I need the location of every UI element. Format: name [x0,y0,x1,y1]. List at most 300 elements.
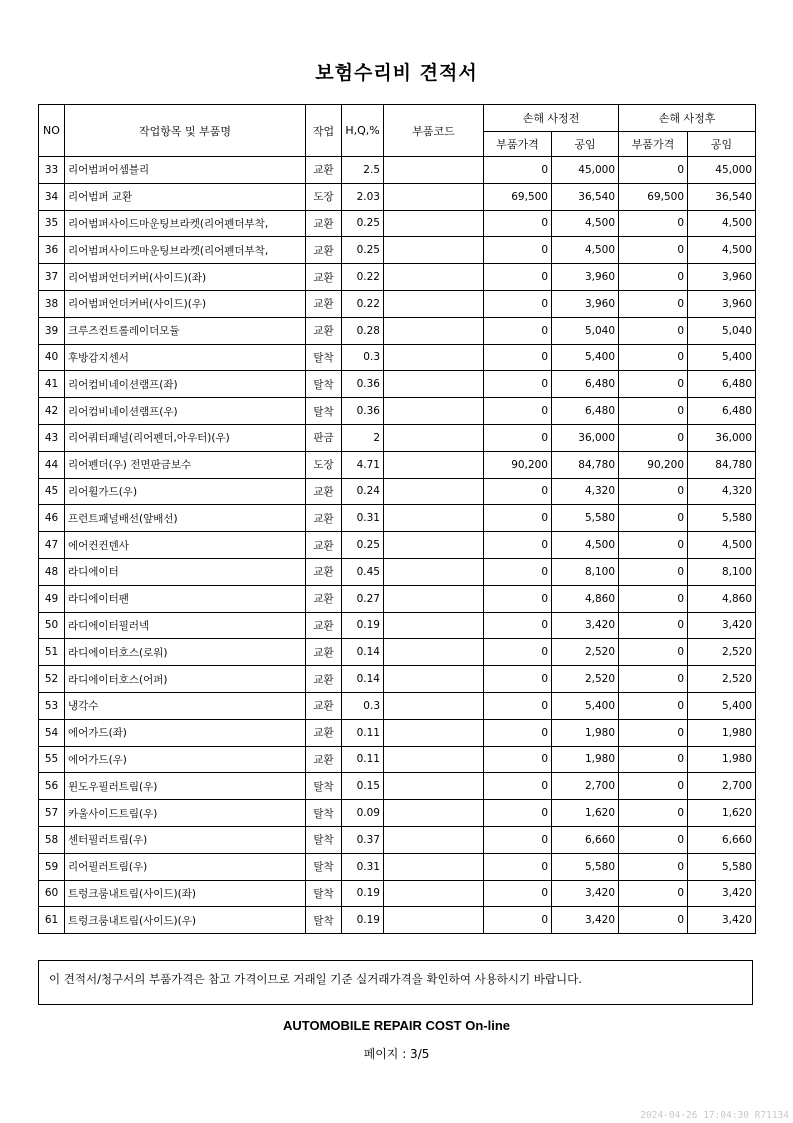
row-hq: 4.71 [342,451,384,478]
row-part-code [384,639,484,666]
row-before-part-price: 0 [484,237,552,264]
row-before-part-price: 0 [484,478,552,505]
row-before-labor: 3,960 [552,264,619,291]
row-no: 59 [39,853,65,880]
row-before-labor: 4,500 [552,532,619,559]
row-work-type: 교환 [306,558,342,585]
row-hq: 0.19 [342,880,384,907]
row-hq: 0.24 [342,478,384,505]
row-work-type: 탈착 [306,880,342,907]
row-part-code [384,505,484,532]
row-after-part-price: 0 [619,424,688,451]
row-after-labor: 3,960 [688,264,756,291]
row-before-part-price: 0 [484,505,552,532]
table-row [39,666,756,693]
row-after-part-price: 0 [619,880,688,907]
row-work-type: 교환 [306,290,342,317]
row-work-type: 교환 [306,639,342,666]
row-work-type: 교환 [306,478,342,505]
row-hq: 0.31 [342,505,384,532]
row-before-labor: 6,480 [552,371,619,398]
row-no: 51 [39,639,65,666]
table-row [39,451,756,478]
row-after-labor: 2,520 [688,666,756,693]
row-after-labor: 1,980 [688,746,756,773]
row-before-part-price: 0 [484,558,552,585]
row-after-labor: 3,420 [688,612,756,639]
row-part-code [384,424,484,451]
row-after-part-price: 0 [619,290,688,317]
row-work-type: 탈착 [306,398,342,425]
row-work-type: 교환 [306,237,342,264]
footer-title: AUTOMOBILE REPAIR COST On-line [282,1018,511,1033]
row-after-labor: 1,980 [688,719,756,746]
row-before-part-price: 0 [484,317,552,344]
row-part-code [384,880,484,907]
row-after-labor: 5,400 [688,692,756,719]
table-row [39,317,756,344]
row-work-type: 탈착 [306,773,342,800]
row-before-labor: 5,580 [552,853,619,880]
row-hq: 0.25 [342,237,384,264]
estimate-table [38,104,756,934]
table-row [39,424,756,451]
row-no: 58 [39,826,65,853]
row-item-name: 리어컴비네이션램프(좌) [65,371,306,398]
row-part-code [384,773,484,800]
row-no: 60 [39,880,65,907]
row-part-code [384,907,484,934]
row-hq: 0.3 [342,344,384,371]
row-part-code [384,183,484,210]
row-part-code [384,237,484,264]
table-row [39,237,756,264]
row-no: 38 [39,290,65,317]
table-row [39,585,756,612]
row-no: 52 [39,666,65,693]
row-no: 35 [39,210,65,237]
table-row [39,800,756,827]
row-before-part-price: 0 [484,157,552,184]
row-after-part-price: 0 [619,371,688,398]
row-after-part-price: 0 [619,907,688,934]
header-before-part-price: 부품가격 [484,132,552,157]
table-row [39,183,756,210]
row-item-name: 센터필러트림(우) [65,826,306,853]
row-item-name: 리어필러트림(우) [65,853,306,880]
row-after-labor: 5,580 [688,853,756,880]
row-before-part-price: 0 [484,880,552,907]
row-before-labor: 5,040 [552,317,619,344]
row-after-part-price: 90,200 [619,451,688,478]
row-after-part-price: 0 [619,773,688,800]
row-after-part-price: 0 [619,505,688,532]
header-after-assessment: 손해 사정후 [619,105,756,132]
table-row [39,210,756,237]
row-before-part-price: 0 [484,585,552,612]
row-hq: 0.11 [342,746,384,773]
row-work-type: 탈착 [306,371,342,398]
row-no: 49 [39,585,65,612]
row-work-type: 도장 [306,451,342,478]
row-part-code [384,800,484,827]
row-before-labor: 3,420 [552,907,619,934]
row-after-part-price: 0 [619,398,688,425]
table-row [39,773,756,800]
table-row [39,639,756,666]
row-item-name: 크루즈컨트롤레이더모듈 [65,317,306,344]
row-item-name: 리어범퍼언더커버(사이드)(우) [65,290,306,317]
row-no: 56 [39,773,65,800]
row-hq: 0.09 [342,800,384,827]
row-work-type: 교환 [306,585,342,612]
row-before-part-price: 0 [484,424,552,451]
row-part-code [384,290,484,317]
row-no: 43 [39,424,65,451]
table-row [39,398,756,425]
row-after-part-price: 0 [619,264,688,291]
row-part-code [384,826,484,853]
estimate-rows [39,157,756,934]
row-before-labor: 3,420 [552,880,619,907]
row-after-part-price: 0 [619,826,688,853]
row-item-name: 에어가드(좌) [65,719,306,746]
row-hq: 0.11 [342,719,384,746]
row-hq: 0.25 [342,532,384,559]
row-no: 40 [39,344,65,371]
row-after-part-price: 69,500 [619,183,688,210]
row-part-code [384,746,484,773]
row-after-labor: 3,420 [688,907,756,934]
row-before-part-price: 0 [484,532,552,559]
row-part-code [384,532,484,559]
row-after-labor: 45,000 [688,157,756,184]
row-no: 45 [39,478,65,505]
row-before-part-price: 0 [484,800,552,827]
row-item-name: 리어휠가드(우) [65,478,306,505]
row-work-type: 탈착 [306,344,342,371]
row-item-name: 에어컨컨덴사 [65,532,306,559]
row-before-part-price: 0 [484,371,552,398]
header-after-labor: 공임 [688,132,756,157]
row-after-part-price: 0 [619,478,688,505]
row-work-type: 교환 [306,692,342,719]
row-item-name: 라디에이터 [65,558,306,585]
row-after-labor: 6,480 [688,371,756,398]
row-hq: 0.36 [342,371,384,398]
row-no: 36 [39,237,65,264]
row-item-name: 트렁크룸내트림(사이드)(좌) [65,880,306,907]
row-part-code [384,612,484,639]
row-after-part-price: 0 [619,853,688,880]
row-before-part-price: 0 [484,398,552,425]
table-row [39,719,756,746]
row-after-labor: 84,780 [688,451,756,478]
row-part-code [384,210,484,237]
row-before-labor: 3,960 [552,290,619,317]
row-work-type: 탈착 [306,826,342,853]
row-after-part-price: 0 [619,558,688,585]
row-after-labor: 4,500 [688,532,756,559]
row-item-name: 리어쿼터패널(리어펜더,아우터)(우) [65,424,306,451]
print-timestamp: 2024-04-26 17:04:30 R71134 [640,1110,789,1121]
header-item: 작업항목 및 부품명 [65,105,306,157]
table-row [39,532,756,559]
row-part-code [384,666,484,693]
table-row [39,344,756,371]
row-after-part-price: 0 [619,719,688,746]
row-after-part-price: 0 [619,157,688,184]
row-hq: 0.28 [342,317,384,344]
row-hq: 0.14 [342,666,384,693]
row-part-code [384,398,484,425]
row-after-labor: 36,540 [688,183,756,210]
header-before-labor: 공임 [552,132,619,157]
row-part-code [384,692,484,719]
row-before-labor: 5,580 [552,505,619,532]
row-after-part-price: 0 [619,532,688,559]
row-before-labor: 1,980 [552,746,619,773]
row-before-labor: 5,400 [552,344,619,371]
row-before-part-price: 0 [484,746,552,773]
row-before-labor: 4,500 [552,237,619,264]
row-before-labor: 36,000 [552,424,619,451]
header-no: NO [39,105,65,157]
row-hq: 0.3 [342,692,384,719]
row-before-labor: 1,980 [552,719,619,746]
table-row [39,558,756,585]
row-no: 55 [39,746,65,773]
row-work-type: 교환 [306,532,342,559]
table-row [39,290,756,317]
row-after-part-price: 0 [619,800,688,827]
table-row [39,264,756,291]
row-item-name: 프런트패널배선(앞배선) [65,505,306,532]
row-after-part-price: 0 [619,344,688,371]
table-row [39,505,756,532]
row-item-name: 후방감지센서 [65,344,306,371]
row-before-labor: 4,860 [552,585,619,612]
row-work-type: 교환 [306,505,342,532]
row-item-name: 트렁크룸내트림(사이드)(우) [65,907,306,934]
table-row [39,157,756,184]
row-after-part-price: 0 [619,692,688,719]
row-after-labor: 5,580 [688,505,756,532]
row-work-type: 탈착 [306,907,342,934]
row-item-name: 라디에이터호스(로워) [65,639,306,666]
row-hq: 2 [342,424,384,451]
row-item-name: 라디에이터팬 [65,585,306,612]
row-hq: 2.03 [342,183,384,210]
row-part-code [384,585,484,612]
row-work-type: 도장 [306,183,342,210]
header-part-code: 부품코드 [384,105,484,157]
row-before-labor: 4,320 [552,478,619,505]
row-no: 46 [39,505,65,532]
row-before-labor: 2,700 [552,773,619,800]
table-row [39,907,756,934]
row-before-part-price: 0 [484,773,552,800]
row-before-part-price: 0 [484,826,552,853]
row-work-type: 판금 [306,424,342,451]
row-work-type: 교환 [306,612,342,639]
row-before-labor: 6,660 [552,826,619,853]
row-no: 37 [39,264,65,291]
row-work-type: 교환 [306,666,342,693]
row-before-labor: 8,100 [552,558,619,585]
table-row [39,612,756,639]
row-before-labor: 5,400 [552,692,619,719]
row-after-part-price: 0 [619,666,688,693]
row-before-labor: 4,500 [552,210,619,237]
row-before-labor: 3,420 [552,612,619,639]
row-before-labor: 84,780 [552,451,619,478]
row-part-code [384,478,484,505]
row-work-type: 탈착 [306,853,342,880]
row-after-labor: 36,000 [688,424,756,451]
row-hq: 0.15 [342,773,384,800]
row-no: 34 [39,183,65,210]
row-no: 44 [39,451,65,478]
row-no: 54 [39,719,65,746]
row-no: 41 [39,371,65,398]
table-row [39,746,756,773]
row-item-name: 리어범퍼 교환 [65,183,306,210]
row-hq: 0.22 [342,290,384,317]
header-after-part-price: 부품가격 [619,132,688,157]
row-after-labor: 2,700 [688,773,756,800]
row-work-type: 교환 [306,317,342,344]
row-before-part-price: 0 [484,692,552,719]
row-item-name: 리어범퍼언더커버(사이드)(좌) [65,264,306,291]
row-part-code [384,264,484,291]
row-hq: 0.22 [342,264,384,291]
row-after-part-price: 0 [619,210,688,237]
row-hq: 0.31 [342,853,384,880]
row-before-part-price: 0 [484,264,552,291]
row-before-labor: 1,620 [552,800,619,827]
row-item-name: 리어범퍼사이드마운팅브라켓(리어펜더부착, [65,210,306,237]
row-before-part-price: 69,500 [484,183,552,210]
row-after-labor: 4,320 [688,478,756,505]
row-work-type: 교환 [306,719,342,746]
row-after-labor: 2,520 [688,639,756,666]
row-after-labor: 5,040 [688,317,756,344]
document-title: 보험수리비 견적서 [315,62,478,84]
row-no: 50 [39,612,65,639]
row-item-name: 카울사이드트림(우) [65,800,306,827]
row-work-type: 교환 [306,157,342,184]
row-item-name: 윈도우필러트림(우) [65,773,306,800]
row-after-labor: 3,420 [688,880,756,907]
row-before-part-price: 0 [484,210,552,237]
row-no: 39 [39,317,65,344]
row-after-labor: 4,860 [688,585,756,612]
row-after-labor: 4,500 [688,210,756,237]
page-number: 페이지 : 3/5 [363,1047,430,1061]
row-before-part-price: 0 [484,907,552,934]
row-after-part-price: 0 [619,612,688,639]
row-part-code [384,719,484,746]
header-work: 작업 [306,105,342,157]
header-before-assessment: 손해 사정전 [484,105,619,132]
row-part-code [384,317,484,344]
row-hq: 2.5 [342,157,384,184]
table-row [39,478,756,505]
row-before-part-price: 0 [484,344,552,371]
row-part-code [384,344,484,371]
row-part-code [384,451,484,478]
row-no: 61 [39,907,65,934]
table-row [39,826,756,853]
row-no: 48 [39,558,65,585]
row-before-labor: 45,000 [552,157,619,184]
row-work-type: 탈착 [306,800,342,827]
row-after-labor: 6,660 [688,826,756,853]
row-no: 57 [39,800,65,827]
row-after-part-price: 0 [619,237,688,264]
row-work-type: 교환 [306,210,342,237]
row-no: 47 [39,532,65,559]
table-row [39,880,756,907]
row-hq: 0.19 [342,612,384,639]
row-item-name: 라디에이터필러넥 [65,612,306,639]
row-no: 42 [39,398,65,425]
row-after-part-price: 0 [619,585,688,612]
row-no: 33 [39,157,65,184]
row-before-part-price: 0 [484,612,552,639]
row-before-labor: 2,520 [552,639,619,666]
row-before-labor: 6,480 [552,398,619,425]
row-item-name: 리어컴비네이션램프(우) [65,398,306,425]
row-before-labor: 36,540 [552,183,619,210]
row-item-name: 냉각수 [65,692,306,719]
row-work-type: 교환 [306,264,342,291]
row-part-code [384,157,484,184]
row-part-code [384,371,484,398]
row-after-labor: 8,100 [688,558,756,585]
row-no: 53 [39,692,65,719]
row-after-part-price: 0 [619,317,688,344]
row-after-labor: 4,500 [688,237,756,264]
row-before-labor: 2,520 [552,666,619,693]
row-hq: 0.25 [342,210,384,237]
row-before-part-price: 90,200 [484,451,552,478]
row-before-part-price: 0 [484,719,552,746]
row-after-labor: 5,400 [688,344,756,371]
row-hq: 0.19 [342,907,384,934]
row-before-part-price: 0 [484,290,552,317]
row-item-name: 리어범퍼사이드마운팅브라켓(리어펜더부착, [65,237,306,264]
row-part-code [384,853,484,880]
row-after-labor: 1,620 [688,800,756,827]
row-hq: 0.27 [342,585,384,612]
row-hq: 0.14 [342,639,384,666]
table-row [39,853,756,880]
row-after-part-price: 0 [619,639,688,666]
row-after-part-price: 0 [619,746,688,773]
row-before-part-price: 0 [484,639,552,666]
row-before-part-price: 0 [484,853,552,880]
row-hq: 0.37 [342,826,384,853]
row-after-labor: 6,480 [688,398,756,425]
table-row [39,371,756,398]
row-work-type: 교환 [306,746,342,773]
row-item-name: 라디에이터호스(어퍼) [65,666,306,693]
row-after-labor: 3,960 [688,290,756,317]
row-hq: 0.45 [342,558,384,585]
row-item-name: 리어펜더(우) 전면판금보수 [65,451,306,478]
